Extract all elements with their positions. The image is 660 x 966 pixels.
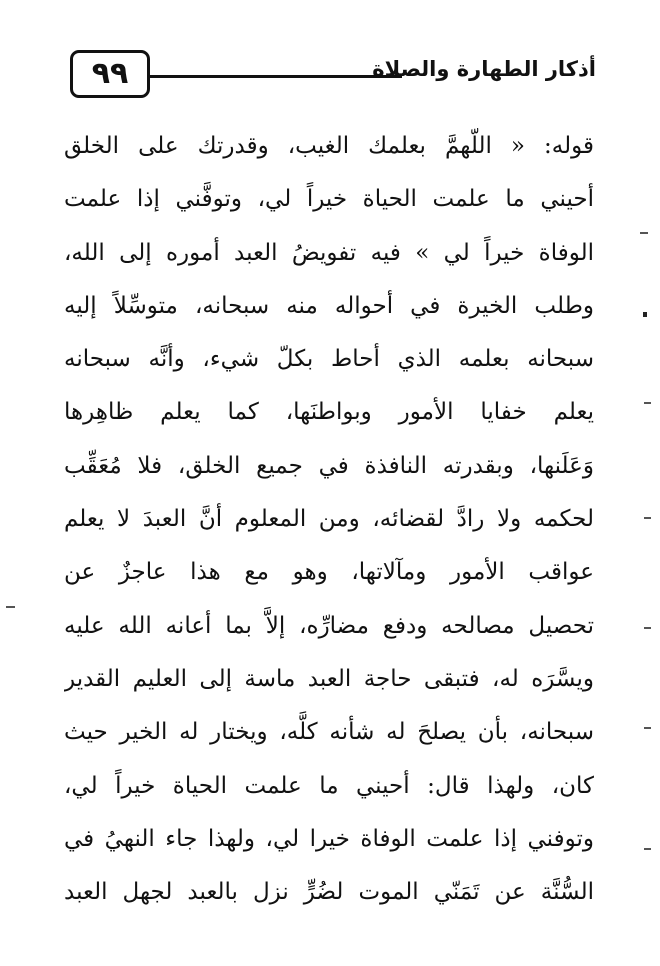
scan-mark [644, 727, 651, 729]
scan-mark [644, 627, 651, 629]
text-line: تحصيل مصالحه ودفع مضارِّه، إلاَّ بما أعانه الله عليه [64, 612, 594, 639]
page-header [70, 50, 596, 102]
text-line: وتوفني إذا علمت الوفاة خيرا لي، ولهذا جاء النهيُ في [64, 825, 594, 852]
text-line: ويسَّرَه له، فتبقى حاجة العبد ماسة إلى العليم القدير [64, 665, 594, 692]
scan-mark [644, 402, 651, 404]
scan-mark [644, 517, 651, 519]
text-line: قوله: « اللّهمَّ بعلمك الغيب، وقدرتك على الخلق [64, 133, 594, 159]
body-text [64, 120, 594, 919]
scan-mark [6, 606, 15, 608]
text-line: سبحانه، بأن يصلحَ له شأنه كلَّه، ويختار له الخير حيث [64, 719, 594, 746]
running-title: أذكار الطهارة والصلاة [372, 57, 596, 81]
text-line: كان، ولهذا قال: أحيني ما علمت الحياة خيراً لي، [64, 772, 594, 799]
text-line: وَعَلَنها، وبقدرته النافذة في جميع الخلق، فلا مُعَقِّب [64, 452, 594, 479]
text-line: الوفاة خيراً لي » فيه تفويضُ العبد أموره إلى الله، [64, 239, 594, 266]
text-line: السُّنَّة عن تَمَنّي الموت لضُرٍّ نزل بالعبد لجهل العبد [64, 879, 594, 906]
page-number: ٩٩ [70, 50, 150, 98]
text-line: عواقب الأمور ومآلاتها، وهو مع هذا عاجزٌ عن [64, 559, 594, 586]
scan-mark [640, 232, 648, 234]
header-rule [150, 75, 402, 78]
text-line: وطلب الخيرة في أحواله منه سبحانه، متوسِّلاً إليه [64, 292, 594, 319]
text-line: لحكمه ولا رادَّ لقضائه، ومن المعلوم أنَّ العبدَ لا يعلم [64, 506, 594, 533]
scan-mark [644, 848, 651, 850]
text-line: سبحانه بعلمه الذي أحاط بكلّ شيء، وأنَّه سبحانه [64, 346, 594, 373]
text-line: أحيني ما علمت الحياة خيراً لي، وتوفَّني إذا علمت [64, 186, 594, 213]
text-line: يعلم خفايا الأمور وبواطنَها، كما يعلم ظاهِرها [64, 399, 594, 426]
scan-mark [643, 312, 647, 317]
